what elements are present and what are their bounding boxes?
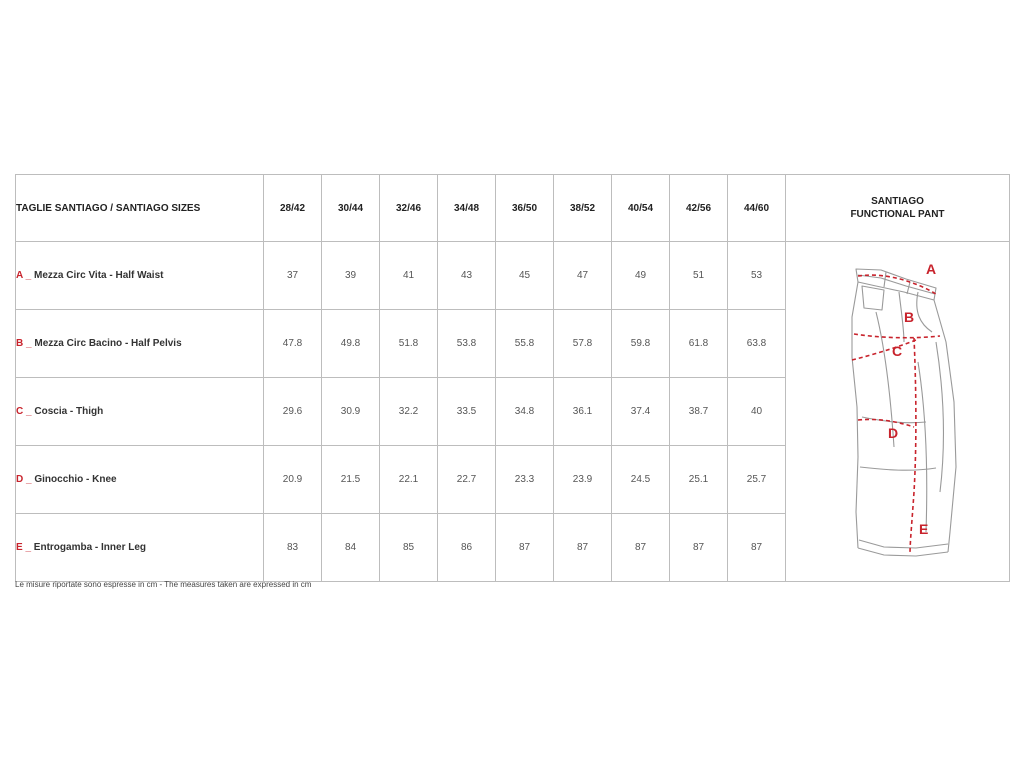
diagram-title xyxy=(786,175,1010,242)
pants-diagram xyxy=(786,242,1009,576)
size-header-30-44: 30/44 xyxy=(322,175,380,242)
size-header-28-42: 28/42 xyxy=(264,175,322,242)
sizes-header-label: TAGLIE SANTIAGO / SANTIAGO SIZES xyxy=(16,175,264,242)
size-header-42-56: 42/56 xyxy=(670,175,728,242)
measure-separator: _ xyxy=(25,270,32,281)
pelvis-measure-line xyxy=(854,334,940,338)
table-cell: 34.8 xyxy=(496,378,554,446)
table-cell: 47.8 xyxy=(264,310,322,378)
size-header-44-60: 44/60 xyxy=(728,175,786,242)
table-cell: 87 xyxy=(496,514,554,582)
label-e: E xyxy=(919,521,929,537)
table-cell: 51.8 xyxy=(380,310,438,378)
table-cell: 53 xyxy=(728,242,786,310)
table-cell: 38.7 xyxy=(670,378,728,446)
table-cell: 47 xyxy=(554,242,612,310)
measure-letter: A xyxy=(16,270,23,281)
size-header-32-46: 32/46 xyxy=(380,175,438,242)
table-cell: 25.1 xyxy=(670,446,728,514)
table-cell: 40 xyxy=(728,378,786,446)
size-chart-table xyxy=(15,174,1010,582)
table-header-row xyxy=(16,175,1010,242)
measure-letter: E xyxy=(16,542,23,553)
label-b: B xyxy=(904,309,915,325)
measure-name: Entrogamba - Inner Leg xyxy=(33,542,147,553)
table-cell: 22.1 xyxy=(380,446,438,514)
table-cell: 36.1 xyxy=(554,378,612,446)
measure-label xyxy=(16,446,264,514)
table-cell: 51 xyxy=(670,242,728,310)
measure-separator: _ xyxy=(25,542,32,553)
measure-label xyxy=(16,242,264,310)
measure-name: Coscia - Thigh xyxy=(34,406,104,417)
table-cell: 33.5 xyxy=(438,378,496,446)
size-header-38-52: 38/52 xyxy=(554,175,612,242)
table-cell: 87 xyxy=(612,514,670,582)
table-cell: 43 xyxy=(438,242,496,310)
table-cell: 37 xyxy=(264,242,322,310)
table-cell: 20.9 xyxy=(264,446,322,514)
size-header-34-48: 34/48 xyxy=(438,175,496,242)
size-header-36-50: 36/50 xyxy=(496,175,554,242)
table-cell: 57.8 xyxy=(554,310,612,378)
table-cell: 59.8 xyxy=(612,310,670,378)
table-cell: 55.8 xyxy=(496,310,554,378)
table-cell: 41 xyxy=(380,242,438,310)
table-cell: 25.7 xyxy=(728,446,786,514)
label-d: D xyxy=(888,425,899,441)
table-row xyxy=(16,242,1010,310)
table-cell: 24.5 xyxy=(612,446,670,514)
table-cell: 53.8 xyxy=(438,310,496,378)
table-cell: 87 xyxy=(554,514,612,582)
table-cell: 45 xyxy=(496,242,554,310)
table-cell: 87 xyxy=(670,514,728,582)
measure-separator: _ xyxy=(26,474,32,485)
table-cell: 39 xyxy=(322,242,380,310)
measure-name: Mezza Circ Vita - Half Waist xyxy=(33,270,164,281)
measure-letter: B xyxy=(16,338,24,349)
table-cell: 23.3 xyxy=(496,446,554,514)
measure-label xyxy=(16,310,264,378)
table-cell: 85 xyxy=(380,514,438,582)
table-cell: 63.8 xyxy=(728,310,786,378)
measure-separator: _ xyxy=(26,406,32,417)
label-a: A xyxy=(926,261,937,277)
measure-label xyxy=(16,514,264,582)
measure-separator: _ xyxy=(26,338,32,349)
table-cell: 23.9 xyxy=(554,446,612,514)
table-cell: 87 xyxy=(728,514,786,582)
measure-letter: C xyxy=(16,406,24,417)
table-cell: 30.9 xyxy=(322,378,380,446)
table-cell: 86 xyxy=(438,514,496,582)
table-cell: 49 xyxy=(612,242,670,310)
table-cell: 37.4 xyxy=(612,378,670,446)
units-footnote: Le misure riportate sono espresse in cm - The measures taken are expressed in cm xyxy=(15,580,312,589)
table-cell: 22.7 xyxy=(438,446,496,514)
table-cell: 61.8 xyxy=(670,310,728,378)
size-header-40-54: 40/54 xyxy=(612,175,670,242)
measurement-labels xyxy=(888,261,936,537)
table-cell: 83 xyxy=(264,514,322,582)
measure-name: Mezza Circ Bacino - Half Pelvis xyxy=(34,338,182,349)
measure-label xyxy=(16,378,264,446)
inseam-measure-line xyxy=(910,338,916,554)
table-cell: 32.2 xyxy=(380,378,438,446)
table-cell: 21.5 xyxy=(322,446,380,514)
label-c: C xyxy=(892,343,903,359)
table-cell: 84 xyxy=(322,514,380,582)
table-cell: 49.8 xyxy=(322,310,380,378)
table-cell: 29.6 xyxy=(264,378,322,446)
diagram-title-line1: SANTIAGO xyxy=(871,196,924,207)
measure-letter: D xyxy=(16,474,24,485)
diagram-cell xyxy=(786,242,1010,582)
measure-name: Ginocchio - Knee xyxy=(34,474,117,485)
diagram-title-line2: FUNCTIONAL PANT xyxy=(850,209,945,220)
